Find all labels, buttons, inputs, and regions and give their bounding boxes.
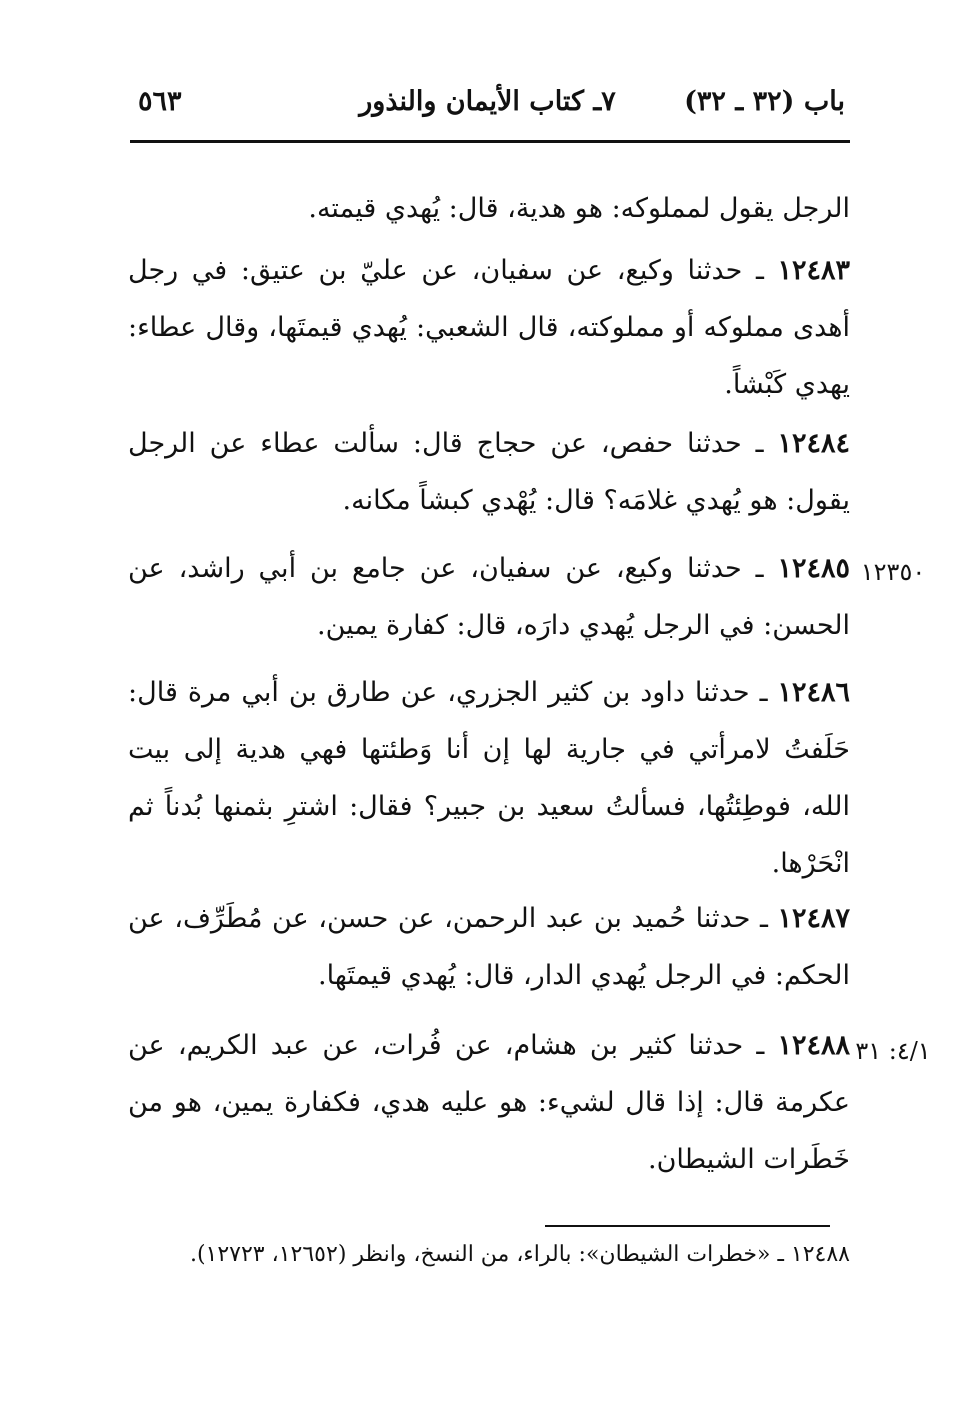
hadith-number: ١٢٤٨٧ <box>777 903 850 934</box>
hadith-number: ١٢٤٨٦ <box>777 677 850 708</box>
hadith-number: ١٢٤٨٥ <box>777 553 850 584</box>
separator: ـ <box>741 553 778 584</box>
hadith-entry <box>128 540 850 654</box>
margin-reference: ٤/١: ٣١ <box>855 1037 931 1065</box>
margin-reference: ١٢٣٥٠ <box>860 558 926 586</box>
hadith-number: ١٢٤٨٤ <box>777 428 850 459</box>
hadith-text: حدثنا وكيع، عن سفيان، عن جامع بن أبي راشد، عن الحسن: في الرجل يُهدي دارَه، قال: كفارة يمين. <box>128 553 850 641</box>
running-header <box>130 86 845 134</box>
hadith-text: حدثنا حُميد بن عبد الرحمن، عن حسن، عن مُطَرِّف، عن الحكم: في الرجل يُهدي الدار، قال: يُهدي قيمتَها. <box>128 903 850 991</box>
intro-text: الرجل يقول لمملوكه: هو هدية، قال: يُهدي قيمته. <box>308 193 850 224</box>
hadith-text: حدثنا داود بن كثير الجزري، عن طارق بن أبي مرة قال: حَلَفتُ لامرأتي في جارية لها إن أنا وَطئتها فهي هدية إلى بيت الله، فوطِئتُها، فسألتُ سعيد بن جبير؟ فقال: اشترِ بثمنها بُدناً ثم انْحَرْها. <box>128 677 850 879</box>
hadith-entry <box>128 242 850 413</box>
hadith-entry <box>128 890 850 1004</box>
hadith-entry <box>128 1017 850 1188</box>
footnote-rule <box>545 1225 830 1227</box>
hadith-entry <box>128 664 850 892</box>
hadith-text: حدثنا حفص، عن حجاج قال: سألت عطاء عن الرجل يقول: هو يُهدي غلامَه؟ قال: يُهْدي كبشاً مكانه. <box>128 428 850 516</box>
separator: ـ <box>741 428 778 459</box>
page-number: ٥٦٣ <box>138 86 182 117</box>
footnote: ١٢٤٨٨ ـ «خطرات الشيطان»: بالراء، من النسخ، وانظر (١٢٦٥٢، ١٢٧٢٣). <box>189 1242 850 1267</box>
book-title: ٧ـ كتاب الأيمان والنذور <box>359 86 616 117</box>
intro-paragraph <box>128 180 850 237</box>
hadith-number: ١٢٤٨٨ <box>777 1030 850 1061</box>
hadith-text: حدثنا كثير بن هشام، عن فُرات، عن عبد الكريم، عن عكرمة قال: إذا قال لشيء: هو عليه هدي، فكفارة يمين، هو من خَطَرات الشيطان. <box>128 1030 850 1175</box>
header-rule <box>130 140 850 143</box>
hadith-text: حدثنا وكيع، عن سفيان، عن عليّ بن عتيق: في رجل أهدى مملوكه أو مملوكته، قال الشعبي: يُهدي قيمتَها، وقال عطاء: يهدي كَبْشاً. <box>128 255 850 400</box>
hadith-entry <box>128 415 850 529</box>
hadith-number: ١٢٤٨٣ <box>777 255 850 286</box>
separator: ـ <box>749 677 778 708</box>
separator: ـ <box>750 903 778 934</box>
chapter-heading: باب (٣٢ ـ ٣٢) <box>684 86 845 117</box>
separator: ـ <box>742 255 778 286</box>
separator: ـ <box>743 1030 778 1061</box>
